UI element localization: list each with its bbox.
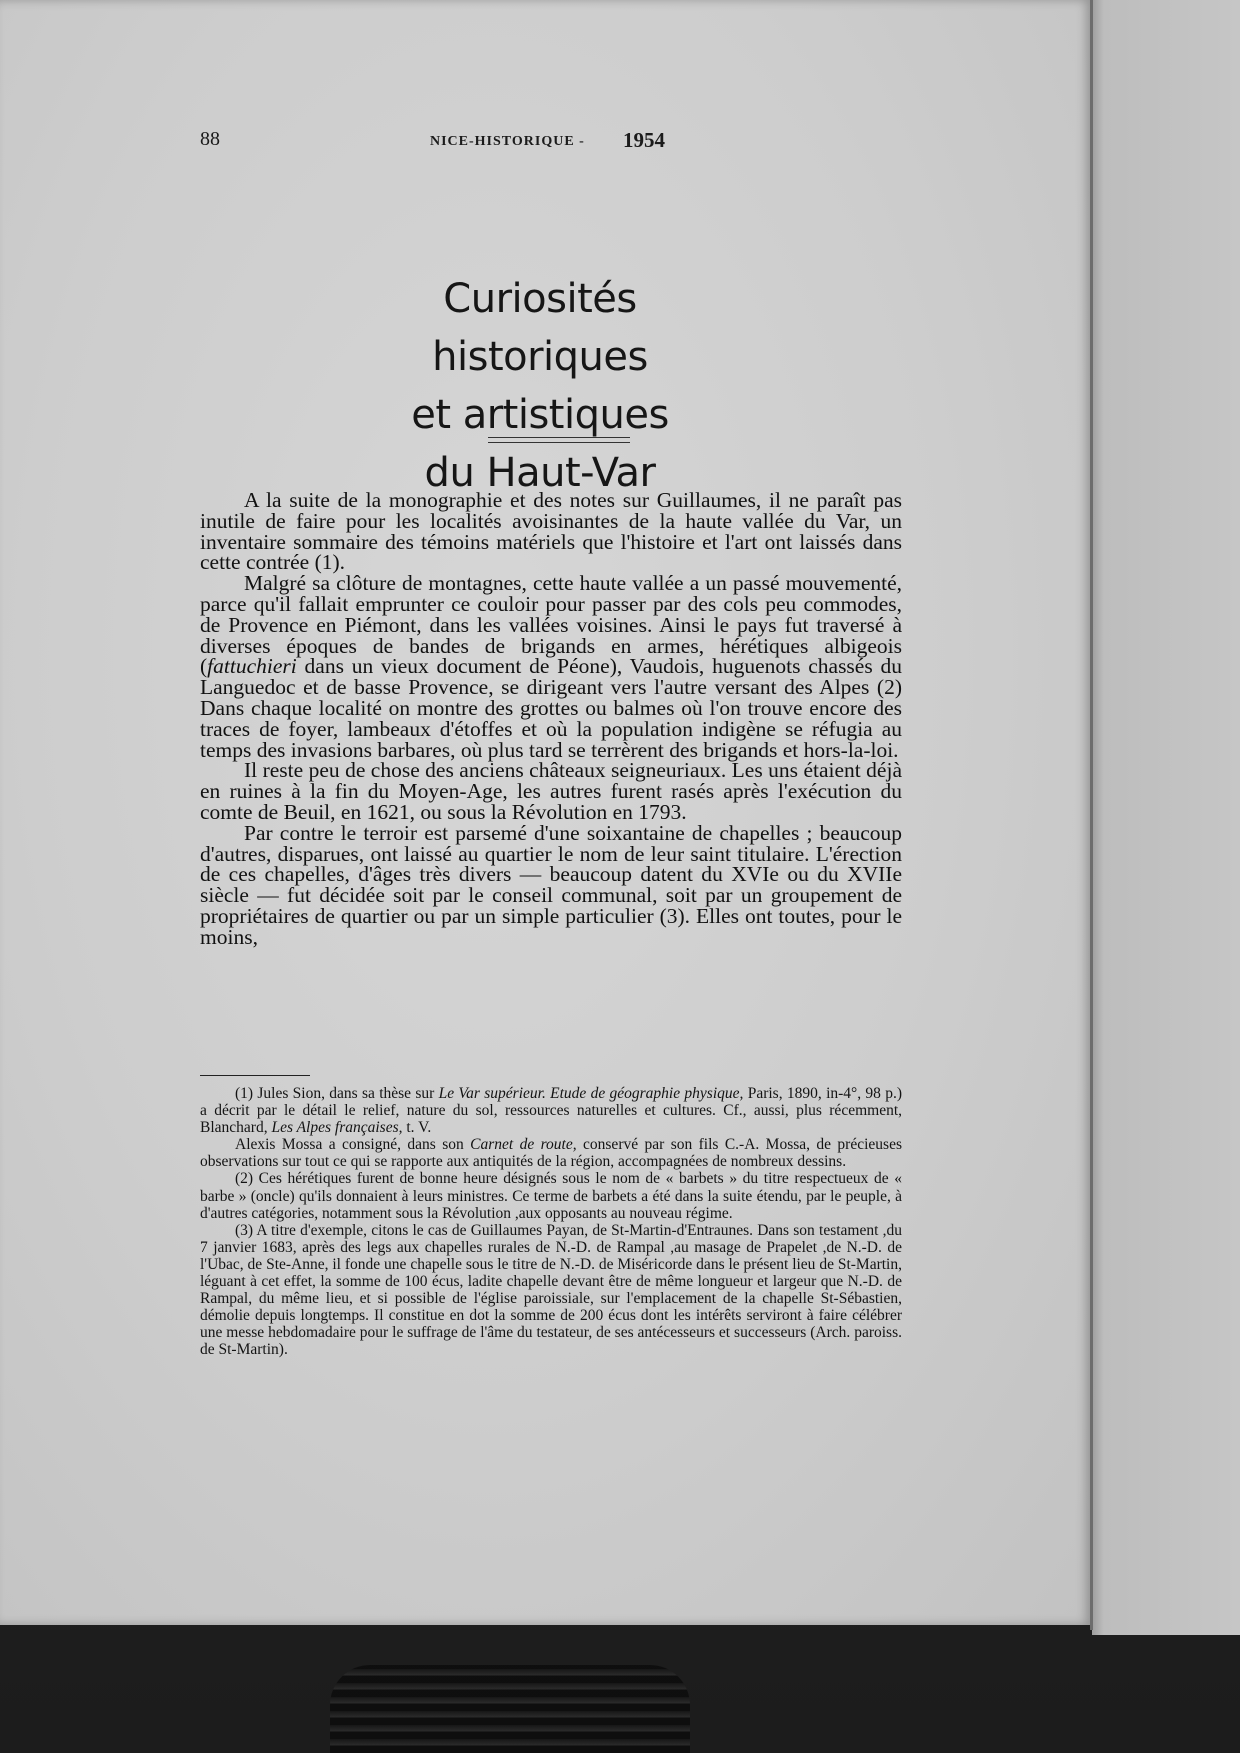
title-line-3: du Haut-Var [424,450,656,496]
footnote-1-continued: Alexis Mossa a consigné, dans son Carnet de route, conservé par son fils C.-A. Mossa, de précieuses observations sur tout ce qui se rapporte aux antiquités de la région, accompagnées de nombreux dessins. [200,1136,902,1171]
scanner-object [330,1665,690,1753]
footnote-rule [200,1075,310,1076]
paragraph-1: A la suite de la monographie et des notes sur Guillaumes, il ne paraît pas inutile de faire pour les localités avoisinantes de la haute vallée du Var, un inventaire sommaire des témoins matériels que l'histoire et l'art ont laissés dans cette contrée (1). [200,488,902,575]
title-line-2: et artistiques [411,392,669,438]
article-title [340,270,740,502]
title-line-1: Curiosités historiques [432,276,648,380]
paragraph-4: Par contre le terroir est parsemé d'une soixantaine de chapelles ; beaucoup d'autres, disparues, ont laissé au quartier le nom de leur saint titulaire. L'érection de ces chapelles, d'âges très divers — beaucoup datent du XVIe ou du XVIIe siècle — fut décidée soit par le conseil communal, soit par un groupement de propriétaires de quartier ou par un simple particulier (3). Elles ont toutes, pour le moins, [200,820,902,949]
journal-year: 1954 [623,128,665,152]
footnote-2: (2) Ces hérétiques furent de bonne heure désignés sous le nom de « barbets » du titre respectueux de « barbe » (oncle) qu'ils donnaient à leurs ministres. Ce terme de barbets a été dans la suite étendu, par le peuple, à d'autres catégories, notamment sous la Révolution ,aux opposants au nouveau régime. [200,1170,902,1222]
italic-term: fattuchieri [207,654,297,679]
facing-page-edge [1092,0,1240,1635]
footnotes [200,1085,902,1359]
paragraph-3: Il reste peu de chose des anciens châteaux seigneuriaux. Les uns étaient déjà en ruines à la fin du Moyen-Age, les autres furent rasés après l'exécution du comte de Beuil, en 1621, ou sous la Révolution en 1793. [200,758,902,824]
journal-title: NICE-HISTORIQUE - [430,134,585,149]
article-body [200,490,902,948]
footnote-1: (1) Jules Sion, dans sa thèse sur Le Var supérieur. Etude de géographie physique, Paris, 1890, in-4°, 98 p.) a décrit par le détail le relief, nature du sol, ressources naturelles et cultures. Cf., aussi, plus récemment, Blanchard, Les Alpes françaises, t. V. [200,1085,902,1137]
paragraph-2: Malgré sa clôture de montagnes, cette haute vallée a un passé mouvementé, parce qu'il fallait emprunter ce couloir pour passer par des cols peu commodes, de Provence en Piémont, dans les vallées voisines. Ainsi le pays fut traversé à diverses époques de bandes de brigands en armes, hérétiques albigeois (fattuchieri dans un vieux document de Péone), Vaudois, huguenots chassés du Languedoc et de basse Provence, se dirigeant vers l'autre versant des Alpes (2) Dans chaque localité on montre des grottes ou balmes où l'on trouve encore des traces de foyer, lambeaux d'étoffes et où la population indigène se réfugia au temps des invasions barbares, où plus tard se terrèrent des brigands et hors-la-loi. [200,571,902,762]
page-spine [1090,0,1093,1630]
running-header [200,128,680,158]
title-rule [488,437,630,443]
footnote-3: (3) A titre d'exemple, citons le cas de Guillaumes Payan, de St-Martin-d'Entraunes. Dans son testament ,du 7 janvier 1683, après des legs aux chapelles rurales de N.-D. de Rampal ,au masage de Prapelet ,de N.-D. de l'Ubac, de Ste-Anne, il fonde une chapelle sous le titre de N.-D. de Miséricorde dans le présent lieu de St-Martin, léguant à cet effet, la somme de 100 écus, ladite chapelle devant être de même longueur et largeur que N.-D. de Rampal, du même lieu, et si possible de l'église paroissiale, sur l'emplacement de la chapelle St-Sébastien, démolie depuis longtemps. Il constitue en dot la somme de 200 écus dont les intérêts serviront à faire célébrer une messe hebdomadaire pour le suffrage de l'âme du testateur, de ses antécesseurs et successeurs (Arch. paroiss. de St-Martin). [200,1221,902,1359]
page-number: 88 [200,128,220,150]
